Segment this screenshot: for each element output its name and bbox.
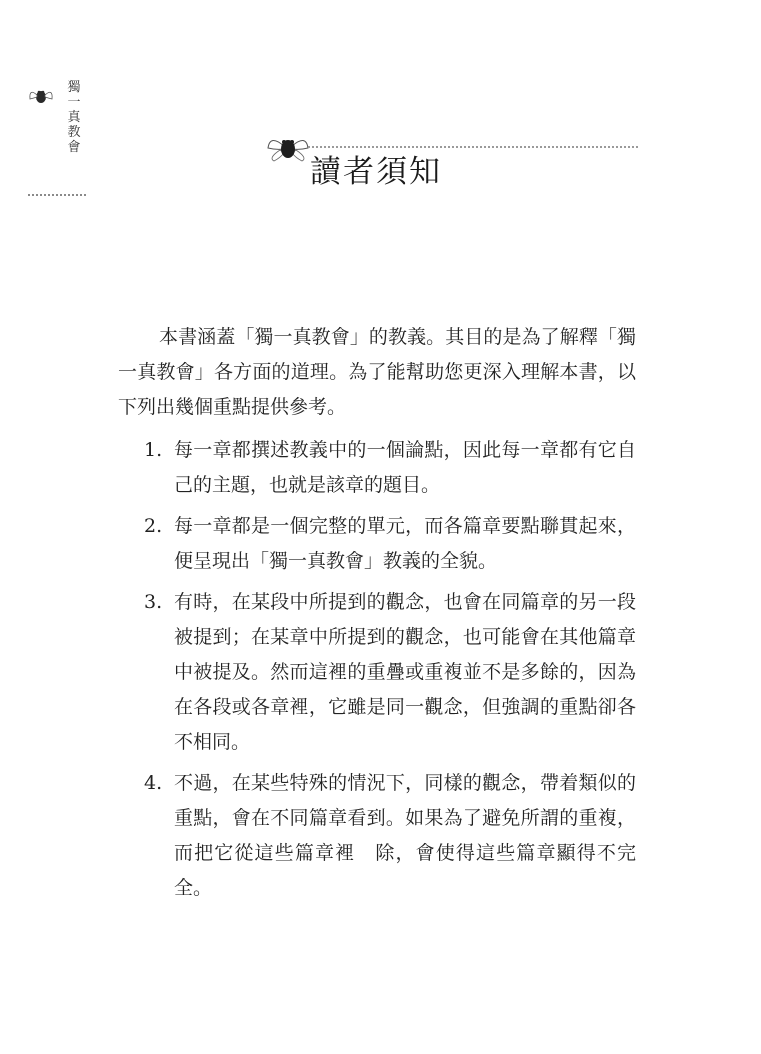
- list-item-text: 不過，在某些特殊的情況下，同樣的觀念，帶着類似的重點，會在不同篇章看到。如果為了避免所謂的重複，而把它從這些篇章裡 除，會使得這些篇章顯得不完全。: [174, 772, 636, 899]
- list-item: [118, 509, 636, 579]
- list-item-number: 3.: [144, 591, 163, 613]
- body-content: [118, 320, 636, 912]
- page-title: 讀者須知: [310, 154, 442, 190]
- header-divider: [28, 194, 86, 196]
- list-item-text: 有時，在某段中所提到的觀念，也會在同篇章的另一段被提到；在某章中所提到的觀念，也可能會在其他篇章中被提及。然而這裡的重疊或重複並不是多餘的，因為在各段或各章裡，它雖是同一觀念，但強調的重點卻各不相同。: [174, 591, 636, 753]
- list-item-number: 4.: [144, 772, 163, 794]
- list-item-number: 1.: [144, 439, 163, 461]
- list-item: [118, 433, 636, 503]
- list-item-text: 每一章都是一個完整的單元，而各篇章要點聯貫起來，便呈現出「獨一真教會」教義的全貌。: [174, 515, 636, 572]
- list-item: [118, 585, 636, 760]
- running-header: [28, 80, 88, 180]
- points-list: [118, 433, 636, 906]
- list-item-number: 2.: [144, 515, 163, 537]
- intro-paragraph: 本書涵蓋「獨一真教會」的教義。其目的是為了解釋「獨一真教會」各方面的道理。為了能幫助您更深入理解本書，以下列出幾個重點提供參考。: [118, 326, 636, 418]
- running-title: 獨 一 真 教 會: [67, 80, 81, 155]
- list-item: [118, 766, 636, 906]
- cicada-icon: [28, 86, 54, 106]
- title-cicada-icon: [266, 128, 310, 164]
- list-item-text: 每一章都撰述教義中的一個論點，因此每一章都有它自己的主題，也就是該章的題目。: [174, 439, 636, 496]
